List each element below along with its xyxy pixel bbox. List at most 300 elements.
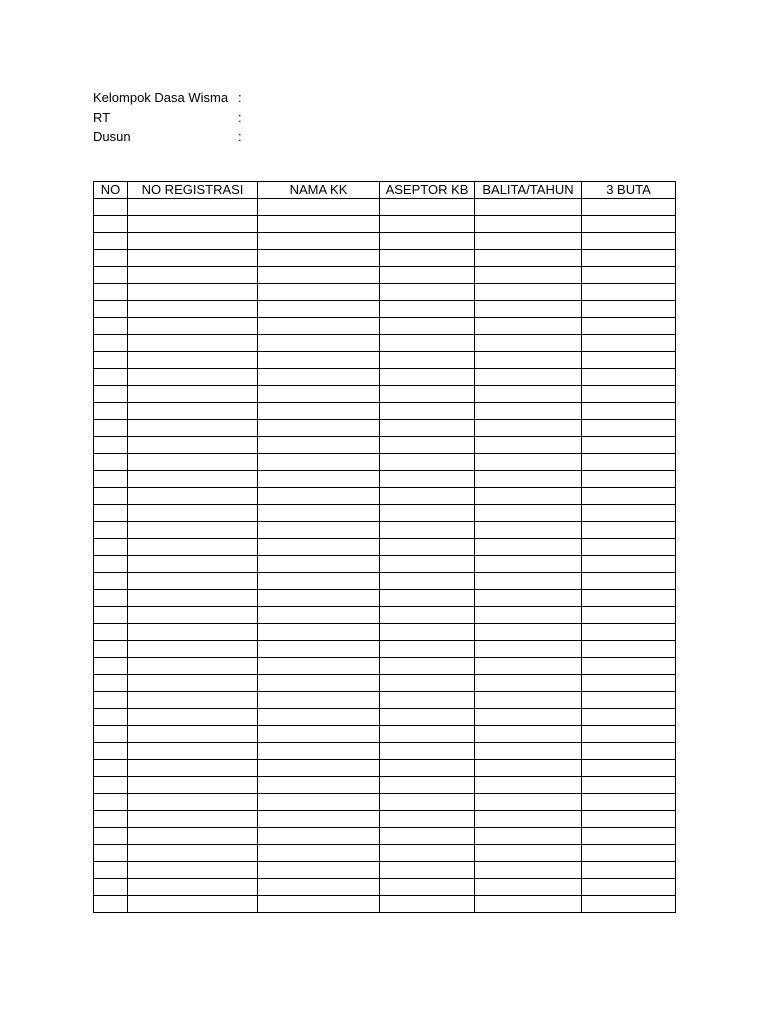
kelompok-dasa-wisma-colon: : [238,90,242,105]
table-cell [258,488,380,505]
table-row [94,743,676,760]
table-cell [94,216,128,233]
table-cell [94,777,128,794]
table-cell [94,879,128,896]
table-cell [380,794,475,811]
table-cell [128,658,258,675]
table-cell [475,454,582,471]
table-cell [128,471,258,488]
table-cell [258,777,380,794]
table-cell [128,437,258,454]
table-cell [128,369,258,386]
table-cell [258,590,380,607]
table-cell [475,352,582,369]
table-cell [258,828,380,845]
table-cell [128,777,258,794]
table-row [94,386,676,403]
table-cell [582,488,676,505]
table-cell [128,420,258,437]
table-cell [582,250,676,267]
table-cell [128,250,258,267]
table-cell [582,318,676,335]
table-cell [380,437,475,454]
table-cell [258,539,380,556]
table-cell [475,488,582,505]
table-cell [258,641,380,658]
table-cell [582,590,676,607]
table-cell [380,641,475,658]
table-cell [380,675,475,692]
table-cell [582,573,676,590]
table-cell [258,692,380,709]
table-cell [258,743,380,760]
table-cell [475,658,582,675]
table-cell [258,760,380,777]
table-cell [94,267,128,284]
table-cell [380,709,475,726]
rt-label: RT [93,109,111,125]
table-cell [128,607,258,624]
table-cell [582,607,676,624]
table-cell [258,318,380,335]
table-cell [380,692,475,709]
table-cell [128,590,258,607]
table-cell [94,624,128,641]
table-cell [258,505,380,522]
table-cell [475,216,582,233]
table-cell [258,403,380,420]
table-cell [380,505,475,522]
table-cell [128,488,258,505]
table-row [94,590,676,607]
table-cell [380,335,475,352]
table-row [94,624,676,641]
table-cell [475,556,582,573]
table-row [94,471,676,488]
table-cell [582,267,676,284]
table-cell [475,539,582,556]
table-cell [258,879,380,896]
table-cell [582,437,676,454]
table-cell [582,675,676,692]
table-cell [582,862,676,879]
table-cell [582,743,676,760]
table-cell [475,760,582,777]
table-cell [128,573,258,590]
table-cell [94,590,128,607]
table-cell [380,573,475,590]
table-cell [475,709,582,726]
dusun-colon: : [238,129,242,144]
table-cell [94,845,128,862]
table-row [94,658,676,675]
table-cell [582,709,676,726]
table-cell [128,267,258,284]
table-cell [94,743,128,760]
table-cell [380,454,475,471]
table-cell [475,505,582,522]
table-row [94,794,676,811]
table-row [94,505,676,522]
table-cell [582,284,676,301]
table-row [94,437,676,454]
table-row [94,420,676,437]
table-row [94,556,676,573]
column-header-nama-kk: NAMA KK [258,182,380,199]
table-cell [582,811,676,828]
table-row [94,284,676,301]
table-cell [582,539,676,556]
table-cell [258,301,380,318]
column-header-3-buta: 3 BUTA [582,182,676,199]
column-header-balita-tahun: BALITA/TAHUN [475,182,582,199]
table-cell [582,199,676,216]
table-cell [582,386,676,403]
table-cell [582,726,676,743]
table-cell [475,420,582,437]
table-row [94,250,676,267]
table-cell [258,522,380,539]
table-row [94,573,676,590]
table-cell [128,335,258,352]
table-cell [94,369,128,386]
table-row [94,896,676,913]
table-header-row [94,182,676,199]
table-cell [380,369,475,386]
table-cell [128,862,258,879]
table-cell [582,777,676,794]
table-cell [94,726,128,743]
table-cell [475,590,582,607]
table-cell [475,641,582,658]
table-cell [128,352,258,369]
table-cell [258,573,380,590]
table-cell [128,811,258,828]
table-cell [94,641,128,658]
table-cell [582,896,676,913]
table-cell [475,250,582,267]
table-cell [582,522,676,539]
table-cell [380,760,475,777]
table-cell [475,896,582,913]
table-cell [94,658,128,675]
table-cell [94,352,128,369]
table-cell [380,658,475,675]
table-cell [582,879,676,896]
table-cell [582,760,676,777]
table-cell [380,250,475,267]
table-cell [94,675,128,692]
table-cell [258,794,380,811]
table-row [94,216,676,233]
table-cell [380,811,475,828]
table-row [94,301,676,318]
table-cell [475,624,582,641]
table-cell [258,556,380,573]
table-cell [94,284,128,301]
table-cell [475,726,582,743]
table-cell [475,386,582,403]
table-cell [380,845,475,862]
table-cell [380,352,475,369]
table-cell [94,794,128,811]
column-header-no-registrasi: NO REGISTRASI [128,182,258,199]
table-cell [94,505,128,522]
table-cell [128,709,258,726]
table-cell [582,556,676,573]
table-cell [94,471,128,488]
table-cell [380,233,475,250]
table-cell [94,692,128,709]
table-cell [475,369,582,386]
table-cell [380,199,475,216]
table-cell [258,199,380,216]
table-cell [128,726,258,743]
table-cell [94,828,128,845]
table-cell [475,233,582,250]
table-cell [258,369,380,386]
table-cell [128,896,258,913]
table-cell [380,284,475,301]
table-cell [258,454,380,471]
table-cell [475,607,582,624]
table-cell [258,471,380,488]
table-cell [380,539,475,556]
table-cell [582,471,676,488]
table-cell [475,794,582,811]
table-cell [94,250,128,267]
table-cell [380,403,475,420]
table-row [94,726,676,743]
table-cell [258,216,380,233]
table-cell [128,454,258,471]
table-cell [258,607,380,624]
table-cell [258,250,380,267]
table-cell [582,335,676,352]
table-cell [94,233,128,250]
table-cell [475,845,582,862]
table-cell [258,811,380,828]
table-cell [380,624,475,641]
table-cell [258,284,380,301]
table-cell [475,284,582,301]
table-row [94,233,676,250]
table-cell [128,403,258,420]
table-cell [475,335,582,352]
dusun-label: Dusun [93,129,131,144]
table-cell [582,369,676,386]
table-row [94,335,676,352]
table-cell [380,879,475,896]
table-cell [475,692,582,709]
table-cell [380,522,475,539]
table-cell [94,811,128,828]
table-row [94,675,676,692]
table-cell [128,760,258,777]
column-header-aseptor-kb: ASEPTOR KB [380,182,475,199]
table-cell [380,777,475,794]
table-cell [128,386,258,403]
table-row [94,267,676,284]
table-body [94,199,676,913]
table-cell [582,794,676,811]
table-cell [380,743,475,760]
table-cell [258,896,380,913]
table-cell [128,301,258,318]
table-cell [128,794,258,811]
table-cell [128,879,258,896]
table-cell [258,658,380,675]
table-cell [582,845,676,862]
table-cell [475,301,582,318]
table-row [94,811,676,828]
table-cell [94,335,128,352]
table-cell [475,318,582,335]
table-cell [258,845,380,862]
table-cell [258,709,380,726]
table-cell [475,811,582,828]
table-cell [380,318,475,335]
table-cell [128,505,258,522]
table-row [94,199,676,216]
table-cell [475,199,582,216]
table-cell [582,216,676,233]
table-cell [582,641,676,658]
table-row [94,454,676,471]
table-cell [128,539,258,556]
table-row [94,488,676,505]
table-cell [475,777,582,794]
table-cell [94,556,128,573]
table-cell [128,624,258,641]
table-cell [94,301,128,318]
table-cell [475,743,582,760]
table-cell [475,862,582,879]
table-cell [582,692,676,709]
table-row [94,828,676,845]
table-cell [128,641,258,658]
table-cell [94,403,128,420]
table-row [94,318,676,335]
table-cell [258,420,380,437]
table-cell [380,896,475,913]
table-cell [582,454,676,471]
table-cell [380,471,475,488]
table-row [94,862,676,879]
table-cell [94,199,128,216]
table-cell [258,335,380,352]
table-row [94,641,676,658]
table-cell [475,675,582,692]
table-cell [582,403,676,420]
table-cell [94,573,128,590]
table-cell [380,386,475,403]
table-cell [380,420,475,437]
table-cell [258,386,380,403]
table-row [94,692,676,709]
table-cell [380,556,475,573]
table-cell [380,267,475,284]
table-cell [582,624,676,641]
table-cell [380,488,475,505]
table-cell [258,233,380,250]
table-cell [380,828,475,845]
table-cell [475,573,582,590]
table-cell [258,352,380,369]
table-cell [94,454,128,471]
table-cell [128,216,258,233]
table-cell [94,386,128,403]
table-cell [475,267,582,284]
table-row [94,879,676,896]
table-cell [475,437,582,454]
table-cell [94,709,128,726]
table-cell [128,692,258,709]
table-cell [475,471,582,488]
table-cell [128,199,258,216]
table-row [94,709,676,726]
table-row [94,403,676,420]
table-cell [380,726,475,743]
table-cell [94,862,128,879]
table-cell [380,301,475,318]
table-cell [128,556,258,573]
table-cell [94,488,128,505]
table-cell [128,318,258,335]
table-cell [258,624,380,641]
table-row [94,522,676,539]
table-row [94,777,676,794]
table-cell [380,862,475,879]
table-cell [258,267,380,284]
table-cell [94,539,128,556]
table-row [94,845,676,862]
table-cell [582,352,676,369]
table-cell [258,726,380,743]
table-cell [582,828,676,845]
table-cell [94,420,128,437]
table-cell [380,607,475,624]
rt-colon: : [238,109,242,125]
table-row [94,369,676,386]
table-cell [582,658,676,675]
table-cell [258,437,380,454]
table-cell [582,233,676,250]
kelompok-dasa-wisma-label: Kelompok Dasa Wisma [93,90,229,105]
table-cell [582,420,676,437]
table-cell [475,828,582,845]
register-table [93,181,676,913]
table-cell [128,233,258,250]
table-cell [128,828,258,845]
table-row [94,760,676,777]
table-cell [380,216,475,233]
table-cell [258,675,380,692]
table-row [94,539,676,556]
table-cell [94,760,128,777]
table-cell [128,743,258,760]
table-cell [128,845,258,862]
table-cell [380,590,475,607]
table-cell [128,675,258,692]
table-cell [128,284,258,301]
table-cell [582,505,676,522]
column-header-no: NO [94,182,128,199]
table-cell [475,522,582,539]
table-cell [94,318,128,335]
table-cell [94,896,128,913]
table-cell [94,607,128,624]
